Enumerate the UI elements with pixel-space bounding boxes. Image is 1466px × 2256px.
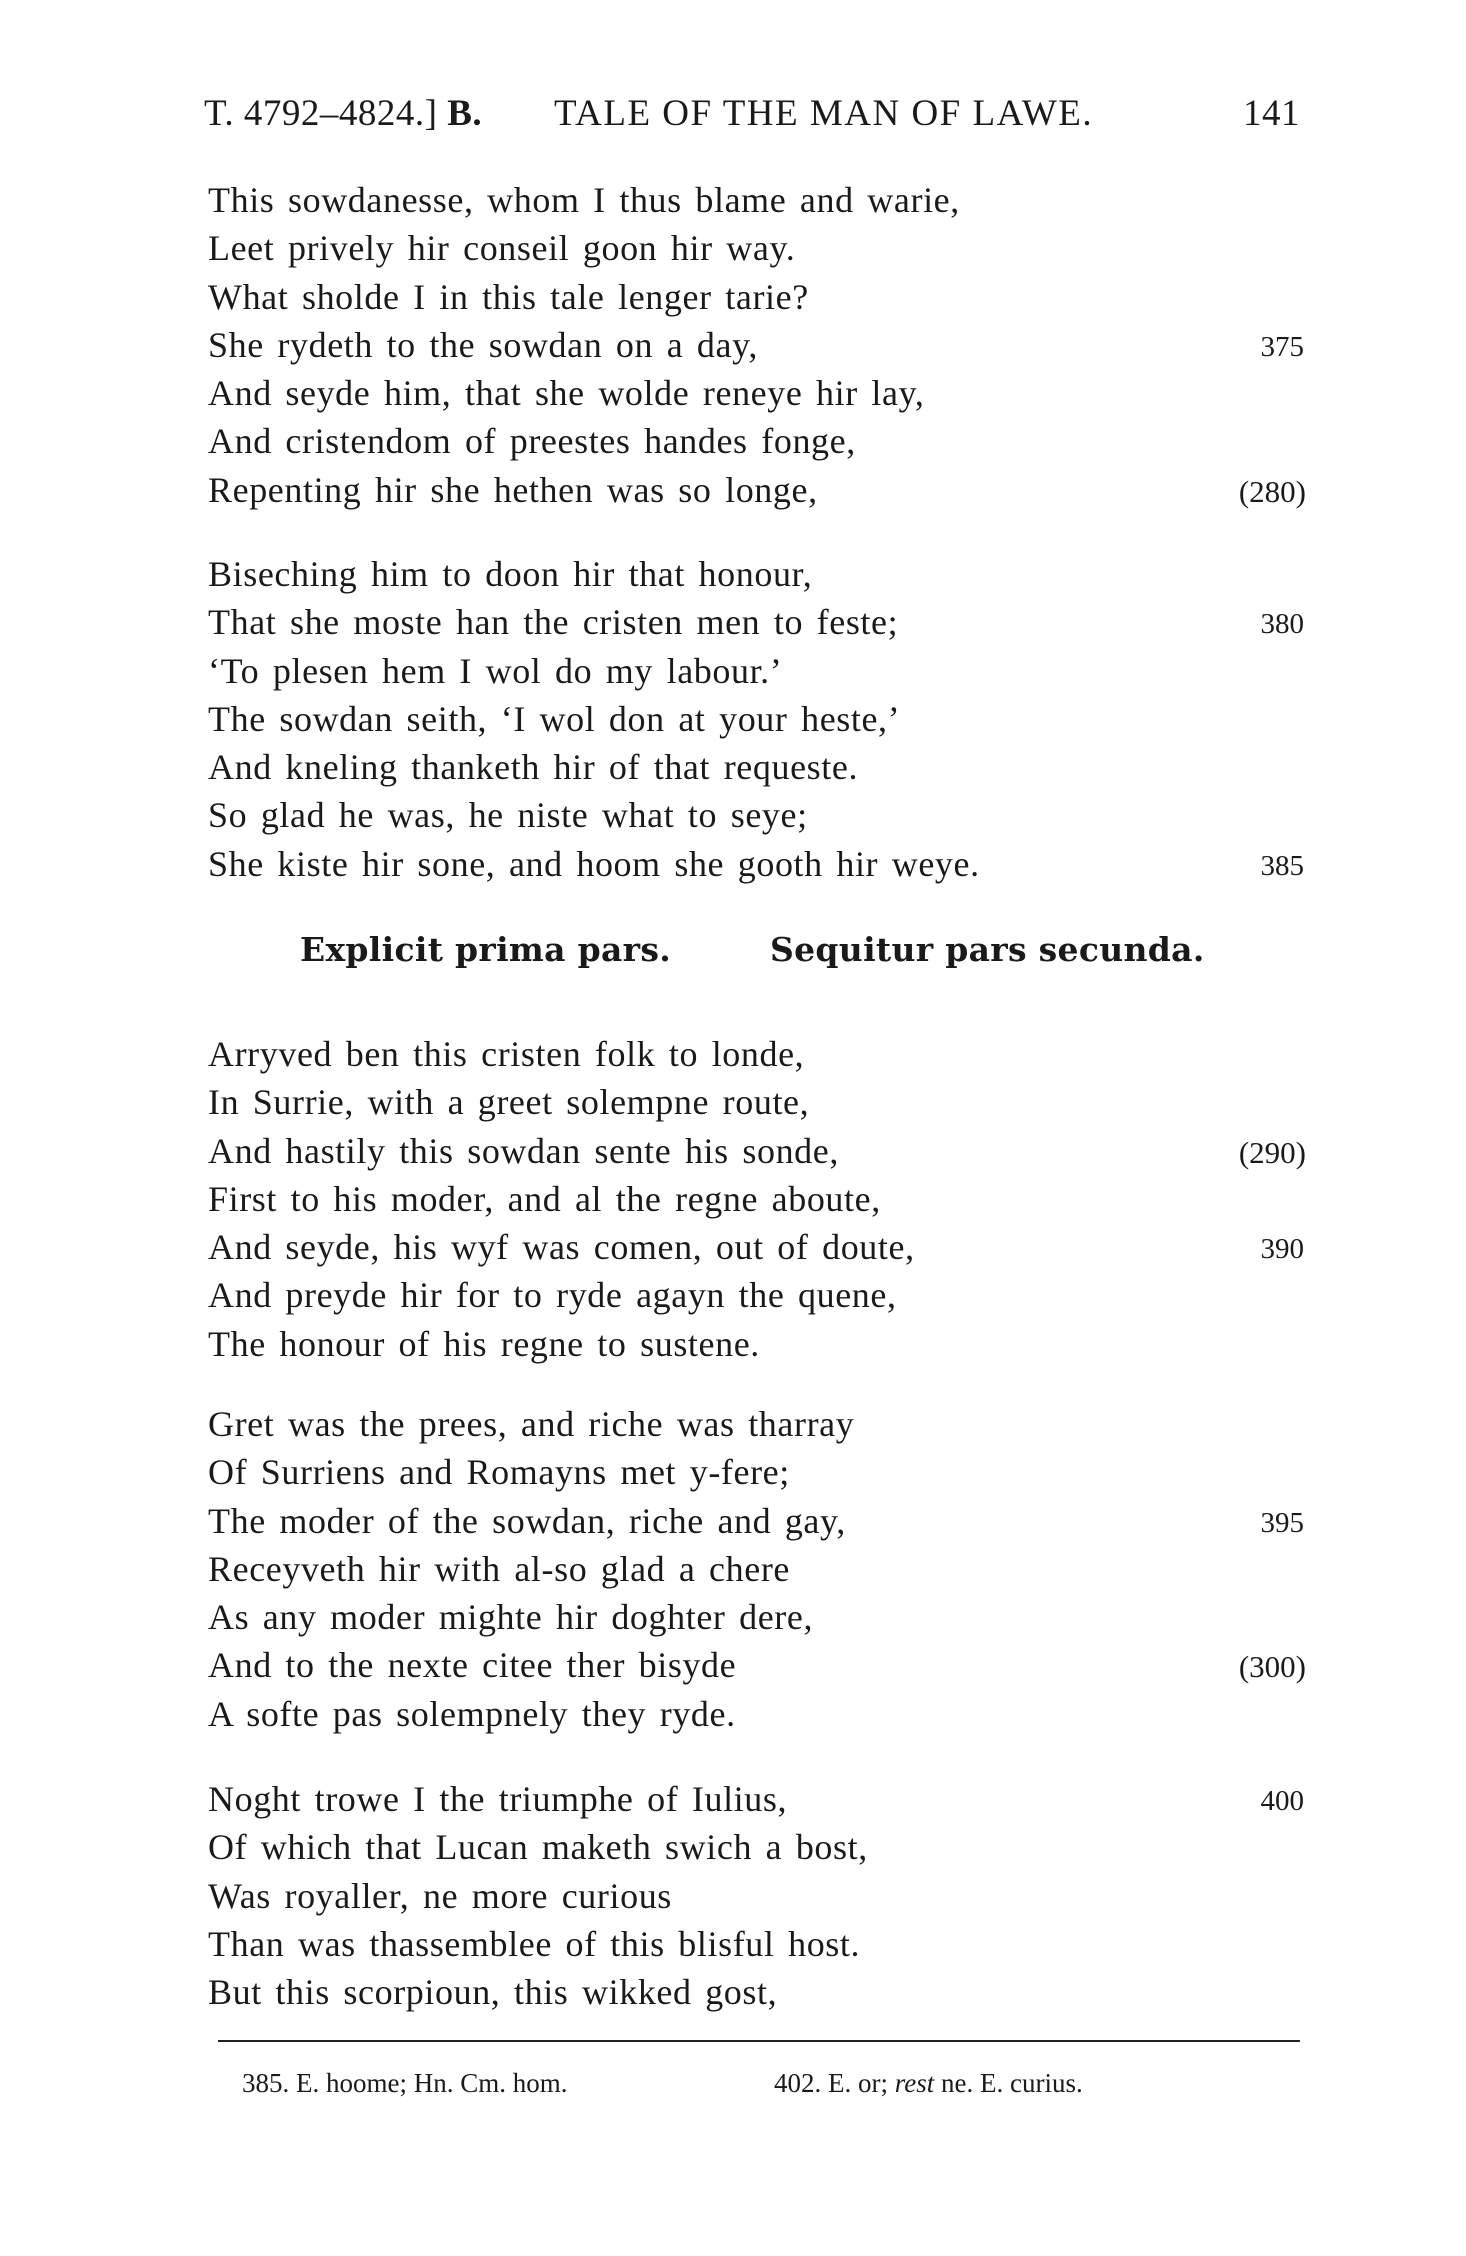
verse-text: That she moste han the cristen men to feste; bbox=[208, 602, 899, 643]
line-number: 375 bbox=[1260, 330, 1304, 363]
verse-text: Of Surriens and Romayns met y-fere; bbox=[208, 1452, 790, 1493]
verse-text: And cristendom of preestes handes fonge, bbox=[208, 421, 856, 462]
footnote-402 bbox=[774, 2068, 1083, 2099]
running-header bbox=[204, 92, 1300, 142]
verse-text: As any moder mighte hir doghter dere, bbox=[208, 1597, 814, 1638]
verse-line bbox=[208, 1497, 1304, 1545]
verse-text: A softe pas solempnely they ryde. bbox=[208, 1693, 736, 1734]
verse-text: Noght trowe I the triumphe of Iulius, bbox=[208, 1779, 788, 1819]
verse-line bbox=[208, 466, 1304, 514]
verse-line bbox=[208, 840, 1304, 888]
verse-line bbox=[208, 1690, 1304, 1738]
line-number: 395 bbox=[1260, 1506, 1304, 1539]
verse-line bbox=[208, 743, 1304, 791]
verse-line bbox=[208, 1175, 1304, 1223]
verse-text: This sowdanesse, whom I thus blame and warie, bbox=[208, 180, 960, 220]
verse-text: Of which that Lucan maketh swich a bost, bbox=[208, 1827, 868, 1868]
verse-line bbox=[208, 1271, 1304, 1319]
verse-line bbox=[208, 1400, 1304, 1448]
verse-text: The moder of the sowdan, riche and gay, bbox=[208, 1500, 846, 1541]
verse-text: And to the nexte citee ther bisyde bbox=[208, 1645, 737, 1686]
stanza bbox=[208, 176, 1304, 514]
verse-text: First to his moder, and al the regne aboute, bbox=[208, 1178, 881, 1219]
verse-text: ‘To plesen hem I wol do my labour.’ bbox=[208, 650, 783, 691]
verse-line bbox=[208, 1823, 1304, 1871]
line-number: 400 bbox=[1260, 1785, 1304, 1817]
verse-text: Was royaller, ne more curious bbox=[208, 1875, 672, 1916]
line-number: 380 bbox=[1260, 608, 1304, 641]
line-range-text: T. 4792–4824.] bbox=[204, 93, 438, 134]
explicit-prima: Explicit prima pars. bbox=[300, 930, 672, 969]
verse-text: And kneling thanketh hir of that requeste. bbox=[208, 747, 859, 788]
verse-text: But this scorpioun, this wikked gost, bbox=[208, 1972, 778, 2013]
verse-line bbox=[208, 1223, 1304, 1271]
verse-line bbox=[208, 273, 1304, 321]
verse-text: So glad he was, he niste what to seye; bbox=[208, 795, 808, 836]
verse-line bbox=[208, 1448, 1304, 1496]
verse-text: What sholde I in this tale lenger tarie? bbox=[208, 276, 809, 317]
verse-text: Leet prively hir conseil goon hir way. bbox=[208, 228, 796, 269]
stanza bbox=[208, 1030, 1304, 1368]
verse-line bbox=[208, 321, 1304, 369]
verse-line bbox=[208, 647, 1304, 695]
verse-text: The sowdan seith, ‘I wol don at your heste,’ bbox=[208, 698, 901, 739]
verse-text: And hastily this sowdan sente his sonde, bbox=[208, 1130, 839, 1171]
line-number: 385 bbox=[1260, 849, 1304, 882]
verse-line bbox=[208, 695, 1304, 743]
verse-text: In Surrie, with a greet solempne route, bbox=[208, 1082, 810, 1123]
verse-text: The honour of his regne to sustene. bbox=[208, 1323, 760, 1364]
verse-line bbox=[208, 1545, 1304, 1593]
verse-line bbox=[208, 1968, 1304, 2016]
verse-line bbox=[208, 791, 1304, 839]
stanza bbox=[208, 1775, 1304, 2016]
verse-line bbox=[208, 176, 1304, 224]
book-label: B. bbox=[447, 93, 483, 134]
verse-line bbox=[208, 598, 1304, 646]
verse-line bbox=[208, 224, 1304, 272]
verse-text: Arryved ben this cristen folk to londe, bbox=[208, 1034, 805, 1074]
verse-line bbox=[208, 1641, 1304, 1689]
verse-text: She kiste hir sone, and hoom she gooth hir weye. bbox=[208, 843, 980, 884]
verse-line bbox=[208, 1030, 1304, 1078]
verse-line bbox=[208, 1078, 1304, 1126]
verse-text: Receyveth hir with al-so glad a chere bbox=[208, 1548, 790, 1589]
verse-line bbox=[208, 1775, 1304, 1823]
verse-text: Biseching him to doon hir that honour, bbox=[208, 554, 813, 594]
footnote-divider bbox=[218, 2040, 1300, 2042]
stanza bbox=[208, 1400, 1304, 1738]
line-number: (280) bbox=[1238, 473, 1306, 509]
section-explicit bbox=[300, 930, 1205, 969]
verse-text: And seyde him, that she wolde reneye hir lay, bbox=[208, 373, 925, 414]
stanza bbox=[208, 550, 1304, 888]
verse-line bbox=[208, 369, 1304, 417]
line-number: (290) bbox=[1238, 1134, 1306, 1170]
sequitur-secunda: Sequitur pars secunda. bbox=[770, 930, 1205, 969]
verse-text: Than was thassemblee of this blisful host. bbox=[208, 1923, 861, 1964]
footnote-402-pre: 402. E. or; bbox=[774, 2068, 888, 2098]
footnote-385: 385. E. hoome; Hn. Cm. hom. bbox=[242, 2068, 568, 2098]
page-number: 141 bbox=[1243, 93, 1300, 134]
verse-line bbox=[208, 550, 1304, 598]
verse-line bbox=[208, 1127, 1304, 1175]
verse-text: And seyde, his wyf was comen, out of doute, bbox=[208, 1227, 915, 1268]
line-range bbox=[204, 92, 482, 135]
verse-text: She rydeth to the sowdan on a day, bbox=[208, 324, 758, 365]
verse-line bbox=[208, 1920, 1304, 1968]
verse-text: And preyde hir for to ryde agayn the quene, bbox=[208, 1275, 897, 1316]
footnote-402-post: ne. E. curius. bbox=[941, 2068, 1083, 2098]
verse-line bbox=[208, 1320, 1304, 1368]
verse-text: Gret was the prees, and riche was tharray bbox=[208, 1404, 855, 1444]
running-title: TALE OF THE MAN OF LAWE. bbox=[554, 93, 1094, 134]
verse-line bbox=[208, 1593, 1304, 1641]
verse-text: Repenting hir she hethen was so longe, bbox=[208, 469, 818, 510]
footnote-402-italic: rest bbox=[894, 2068, 935, 2098]
line-number: 390 bbox=[1260, 1233, 1304, 1266]
line-number: (300) bbox=[1238, 1649, 1306, 1685]
verse-line bbox=[208, 417, 1304, 465]
verse-line bbox=[208, 1872, 1304, 1920]
